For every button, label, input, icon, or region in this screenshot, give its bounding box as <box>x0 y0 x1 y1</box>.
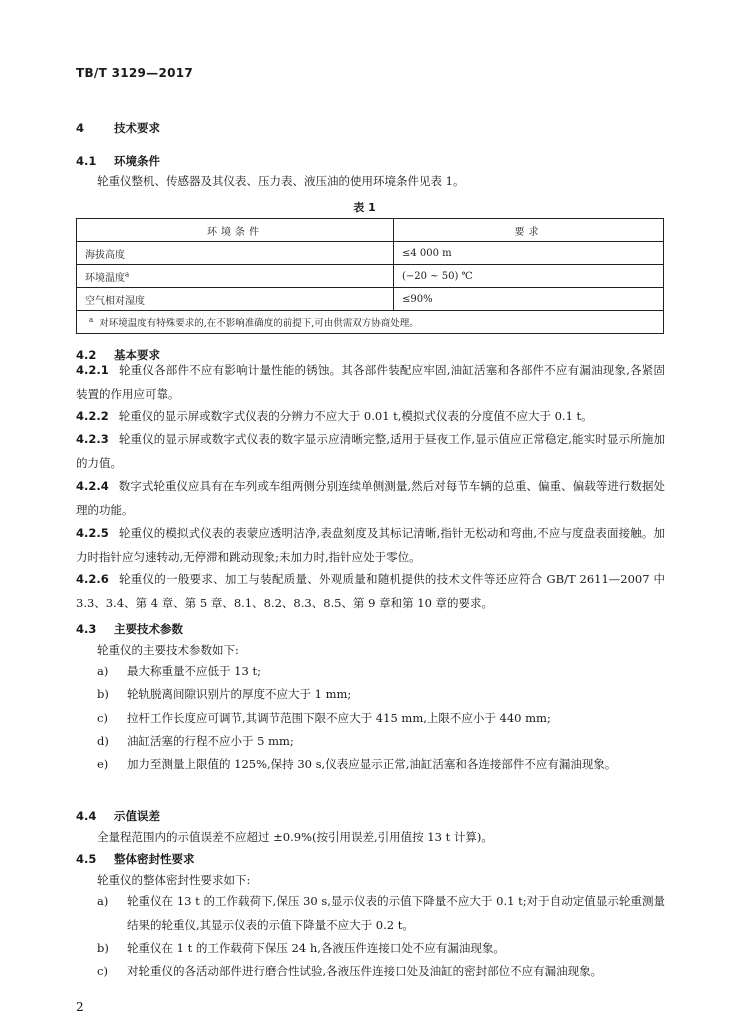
section-4-4-text: 全量程范围内的示值误差不应超过 ±0.9%(按引用误差,引用值按 13 t 计算)。 <box>97 830 493 844</box>
list-text: 轮重仪在 1 t 的工作载荷下保压 24 h,各液压件连接口处不应有漏油现象。 <box>127 941 505 955</box>
section-title: 主要技术参数 <box>114 622 183 636</box>
list-label: a) <box>97 894 109 908</box>
table-header-cell: 环境条件 <box>77 219 394 242</box>
section-title: 示值误差 <box>114 809 160 823</box>
section-4-1-text: 轮重仪整机、传感器及其仪表、压力表、液压油的使用环境条件见表 1。 <box>97 174 465 188</box>
list-label: c) <box>97 964 108 978</box>
clause-4-2-4 <box>76 475 665 522</box>
list-item <box>97 730 665 754</box>
list-text: 轮重仪在 13 t 的工作载荷下,保压 30 s,显示仪表的示值下降量不应大于 0.1 t;对于自动定值显示轮重测量结果的轮重仪,其显示仪表的示值下降量不应大于 0.2 t。 <box>127 894 665 932</box>
list-item <box>97 660 665 684</box>
environment-table <box>76 218 664 334</box>
list-text: 油缸活塞的行程不应小于 5 mm; <box>127 734 294 748</box>
section-number: 4.1 <box>76 154 97 168</box>
section-4-heading <box>76 120 160 136</box>
list-text: 最大称重量不应低于 13 t; <box>127 664 261 678</box>
table-note <box>77 311 664 334</box>
section-4-5-heading <box>76 851 195 867</box>
table-cell: (−20 ~ 50) ℃ <box>394 265 664 288</box>
section-number: 4.3 <box>76 622 97 636</box>
list-label: b) <box>97 941 109 955</box>
list-label: e) <box>97 757 109 771</box>
list-text: 轮轨脱离间隙识别片的厚度不应大于 1 mm; <box>127 687 352 701</box>
clause-number: 4.2.2 <box>76 409 109 423</box>
clause-4-2-2 <box>76 405 665 429</box>
table-title: 表 1 <box>353 201 376 214</box>
clause-4-2-1 <box>76 359 665 406</box>
section-4-3-intro: 轮重仪的主要技术参数如下: <box>97 643 239 657</box>
table-header-cell: 要求 <box>394 219 664 242</box>
clause-text: 轮重仪各部件不应有影响计量性能的锈蚀。其各部件装配应牢固,油缸活塞和各部件不应有漏油现象,各紧固装置的作用应可靠。 <box>76 363 665 401</box>
clause-text: 轮重仪的显示屏或数字式仪表的分辨力不应大于 0.01 t,模拟式仪表的分度值不应大于 0.1 t。 <box>118 409 593 423</box>
table-row <box>77 242 664 265</box>
section-4-5-intro: 轮重仪的整体密封性要求如下: <box>97 873 251 887</box>
list-item <box>97 890 665 937</box>
clause-text: 数字式轮重仪应具有在车列或车组两侧分别连续单侧测量,然后对每节车辆的总重、偏重、偏载等进行数据处理的功能。 <box>76 479 665 517</box>
clause-text: 轮重仪的一般要求、加工与装配质量、外观质量和随机提供的技术文件等还应符合 GB/T 2611—2007 中 3.3、3.4、第 4 章、第 5 章、8.1、8.2、8.3、8.5、第 9 章和第 10 章的要求。 <box>76 572 665 610</box>
table-header-row <box>77 219 664 242</box>
list-item <box>97 960 665 984</box>
table-row <box>77 288 664 311</box>
clause-number: 4.2.6 <box>76 572 109 586</box>
table-note-row <box>77 311 664 334</box>
list-label: b) <box>97 687 109 701</box>
clause-number: 4.2.1 <box>76 363 109 377</box>
document-code: TB/T 3129—2017 <box>76 66 194 80</box>
list-text: 拉杆工作长度应可调节,其调节范围下限不应大于 415 mm,上限不应小于 440 mm; <box>127 711 551 725</box>
table-row <box>77 265 664 288</box>
clause-text: 轮重仪的显示屏或数字式仪表的数字显示应清晰完整,适用于昼夜工作,显示值应正常稳定,能实时显示所施加的力值。 <box>76 432 665 470</box>
clause-number: 4.2.5 <box>76 526 109 540</box>
list-label: a) <box>97 664 109 678</box>
section-4-3-heading <box>76 621 183 637</box>
section-number: 4.2 <box>76 348 97 362</box>
list-label: d) <box>97 734 109 748</box>
list-text: 加力至测量上限值的 125%,保持 30 s,仪表应显示正常,油缸活塞和各连接部件不应有漏油现象。 <box>127 757 617 771</box>
clause-text: 轮重仪的模拟式仪表的表蒙应透明洁净,表盘刻度及其标记清晰,指针无松动和弯曲,不应与度盘表面接触。加力时指针应匀速转动,无停滞和跳动现象;未加力时,指针应处于零位。 <box>76 526 665 564</box>
section-number: 4.5 <box>76 852 97 866</box>
section-title: 整体密封性要求 <box>114 852 195 866</box>
clause-4-2-3 <box>76 428 665 475</box>
table-cell: ≤90% <box>394 288 664 311</box>
cell-text: 环境温度 <box>85 272 125 284</box>
section-title: 技术要求 <box>114 121 160 135</box>
footnote-mark: a <box>125 270 130 279</box>
list-item <box>97 683 665 707</box>
list-item <box>97 707 665 731</box>
clause-4-2-6 <box>76 568 665 615</box>
clause-number: 4.2.4 <box>76 479 109 493</box>
table-cell: ≤4 000 m <box>394 242 664 265</box>
list-item <box>97 753 665 777</box>
section-title: 基本要求 <box>114 348 160 362</box>
list-text: 对轮重仪的各活动部件进行磨合性试验,各液压件连接口处及油缸的密封部位不应有漏油现象。 <box>127 964 603 978</box>
section-title: 环境条件 <box>114 154 160 168</box>
footnote-mark: a <box>89 315 94 324</box>
section-number: 4.4 <box>76 809 97 823</box>
table-cell: 空气相对湿度 <box>77 288 394 311</box>
note-text: 对环境温度有特殊要求的,在不影响准确度的前提下,可由供需双方协商处理。 <box>99 318 419 329</box>
list-item <box>97 937 665 961</box>
clause-4-2-5 <box>76 522 665 569</box>
list-label: c) <box>97 711 108 725</box>
table-cell: 海拔高度 <box>77 242 394 265</box>
page-number: 2 <box>76 1000 84 1014</box>
section-number: 4 <box>76 121 85 135</box>
table-cell <box>77 265 394 288</box>
section-4-4-heading <box>76 808 160 824</box>
section-4-1-heading <box>76 153 160 169</box>
clause-number: 4.2.3 <box>76 432 109 446</box>
